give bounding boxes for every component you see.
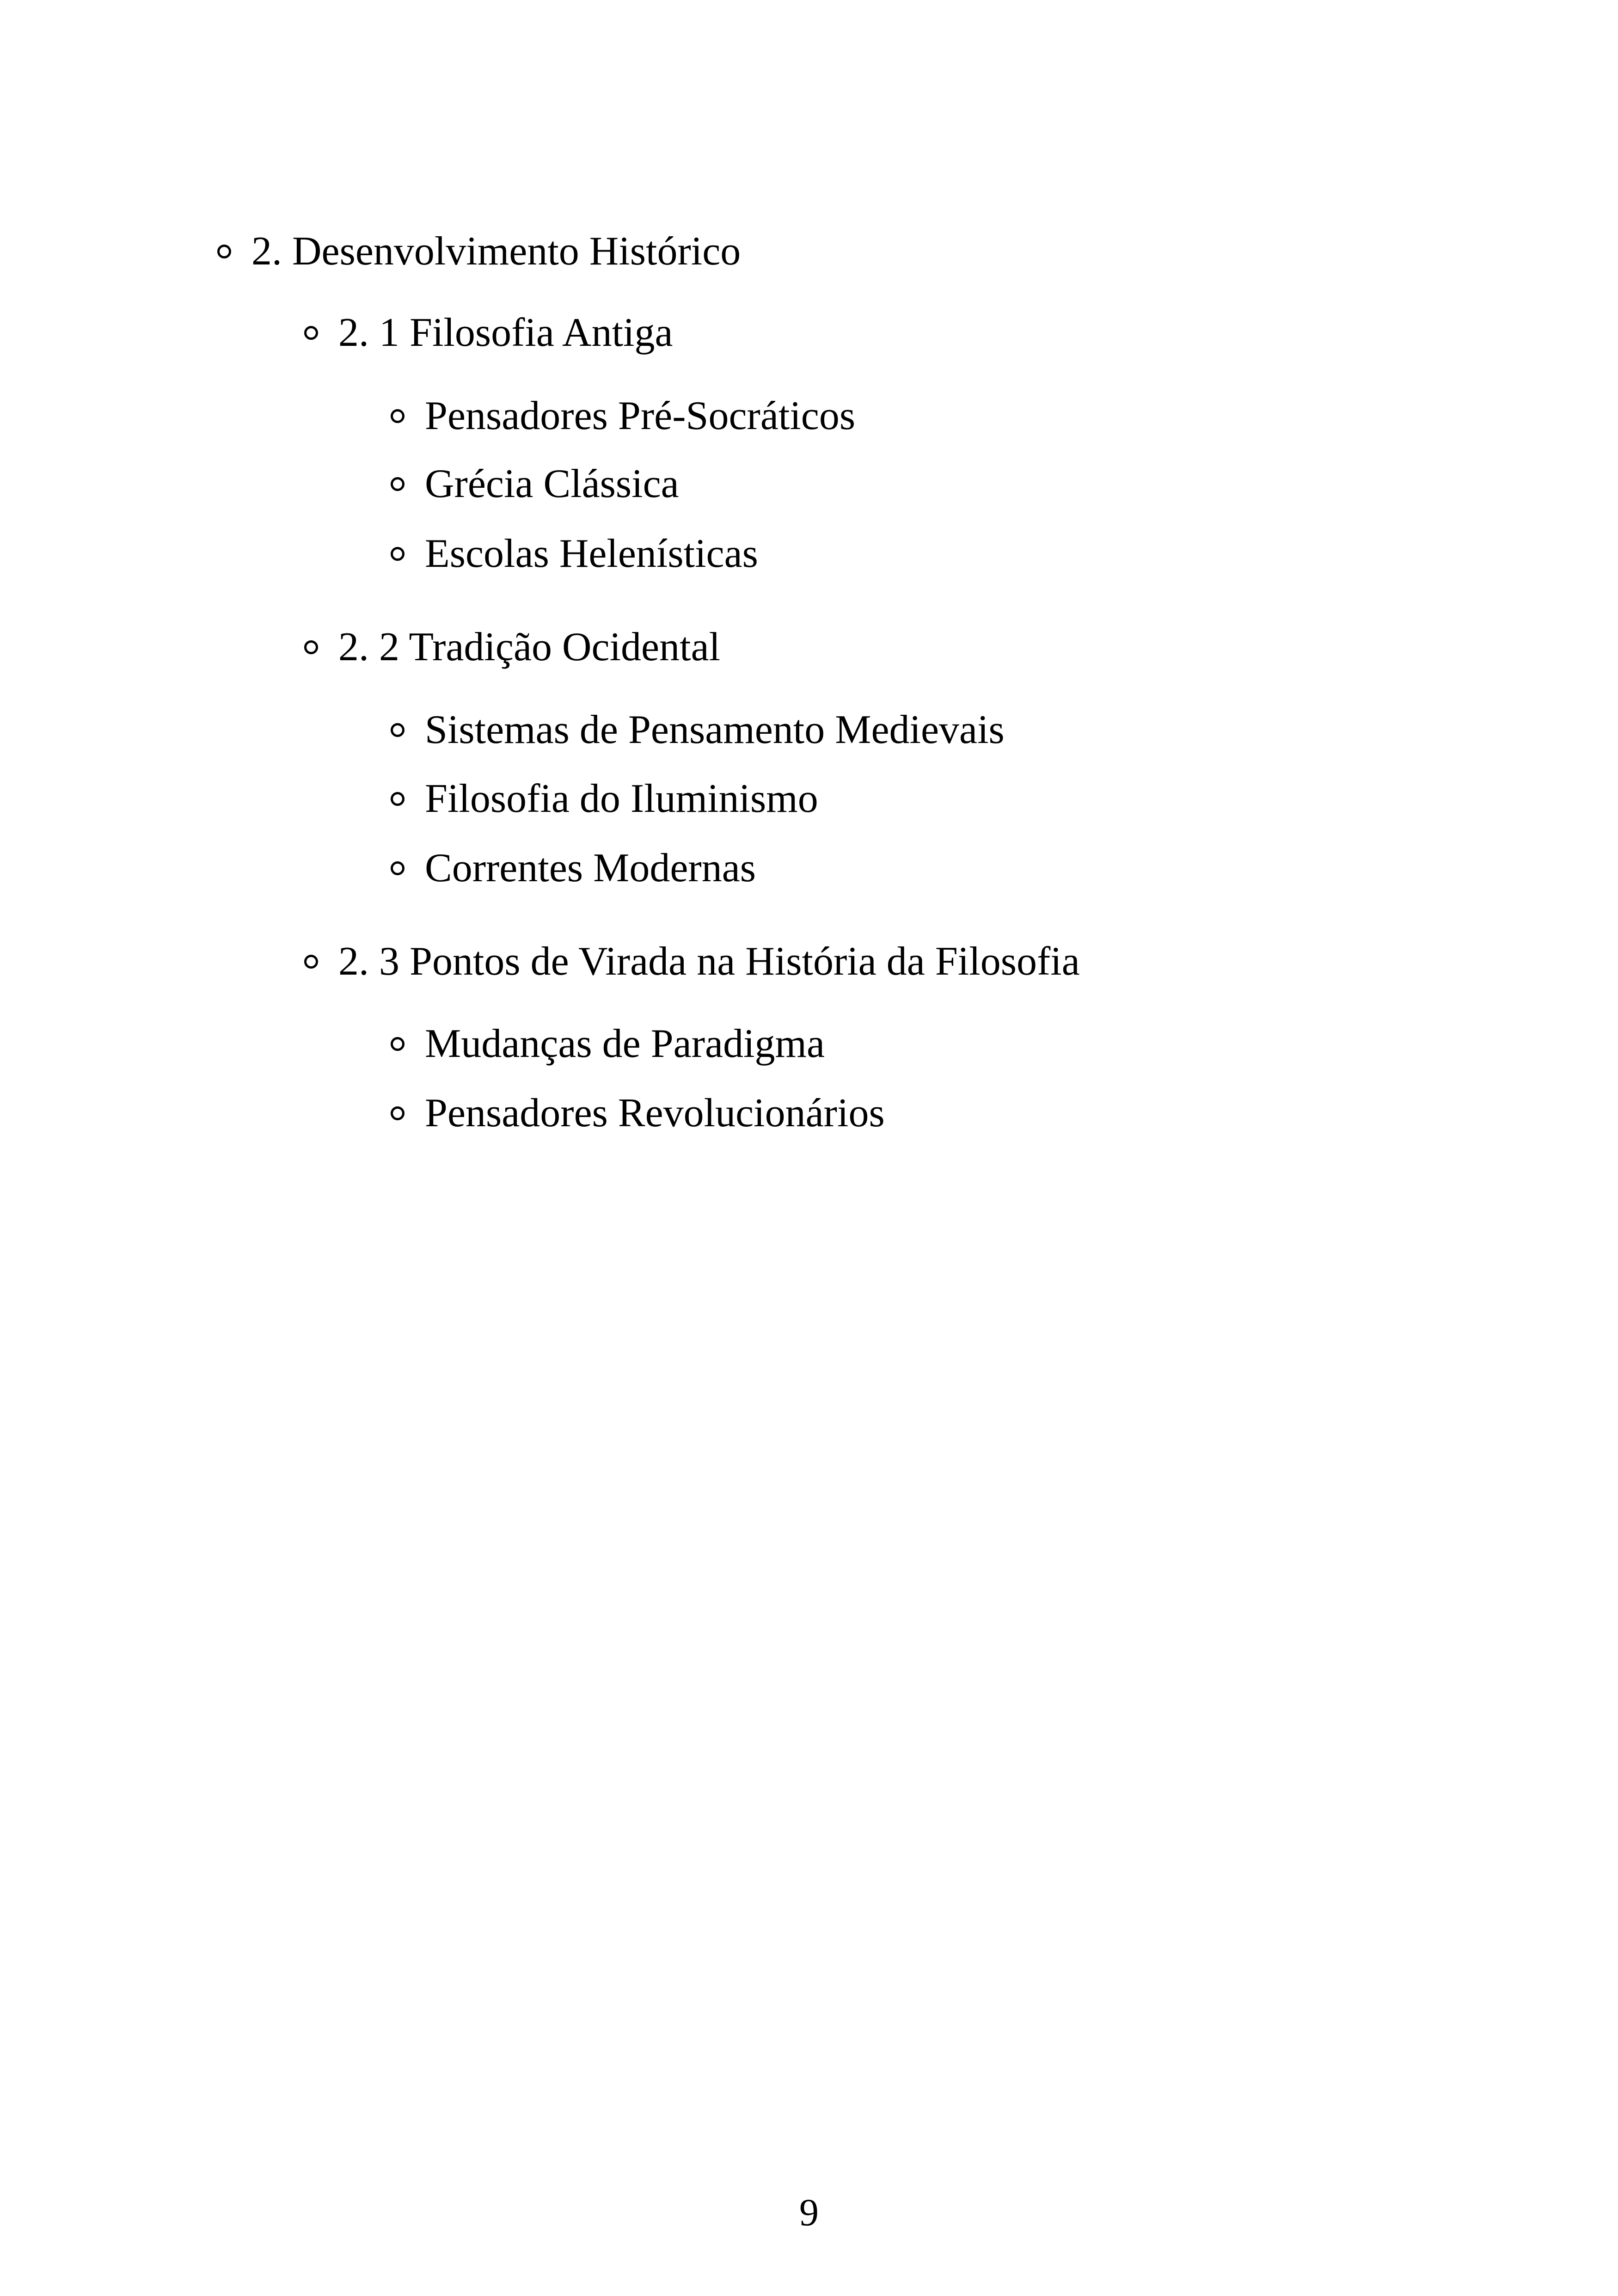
outline-item-section-2-3 xyxy=(304,941,1080,982)
outline-item-label: Grécia Clássica xyxy=(425,461,679,506)
outline-item xyxy=(391,461,679,506)
outline-item-label: 2. 2 Tradição Ocidental xyxy=(338,625,721,669)
outline-item xyxy=(391,1021,825,1066)
outline-item xyxy=(391,393,856,438)
outline-item-label: Filosofia do Iluminismo xyxy=(425,776,818,821)
circle-bullet-icon xyxy=(391,547,404,561)
outline-item-section-2 xyxy=(217,231,741,272)
circle-bullet-icon xyxy=(391,861,404,875)
circle-bullet-icon xyxy=(391,409,404,423)
circle-bullet-icon xyxy=(304,955,318,969)
outline-item-label: Sistemas de Pensamento Medievais xyxy=(425,707,1005,752)
circle-bullet-icon xyxy=(391,1106,404,1120)
circle-bullet-icon xyxy=(391,477,404,491)
outline-item xyxy=(391,1093,885,1134)
circle-bullet-icon xyxy=(217,245,231,258)
outline-item xyxy=(391,848,756,889)
outline-item-section-2-2 xyxy=(304,627,720,668)
outline-item xyxy=(391,776,818,821)
circle-bullet-icon xyxy=(391,792,404,806)
outline-item xyxy=(391,707,1005,752)
page-number: 9 xyxy=(799,2191,819,2234)
circle-bullet-icon xyxy=(304,640,318,654)
circle-bullet-icon xyxy=(391,1037,404,1051)
outline-item xyxy=(391,531,758,576)
outline-item-label: Correntes Modernas xyxy=(425,846,756,890)
outline-item-label: Pensadores Revolucionários xyxy=(425,1091,885,1136)
outline-item-label: Pensadores Pré-Socráticos xyxy=(425,393,856,438)
outline-item-section-2-1 xyxy=(304,310,673,355)
circle-bullet-icon xyxy=(391,723,404,737)
outline-item-label: 2. Desenvolvimento Histórico xyxy=(251,229,741,274)
outline-item-label: Mudanças de Paradigma xyxy=(425,1021,825,1066)
outline-item-label: 2. 1 Filosofia Antiga xyxy=(338,310,673,355)
outline-item-label: Escolas Helenísticas xyxy=(425,531,758,576)
outline-item-label: 2. 3 Pontos de Virada na História da Filosofia xyxy=(338,939,1080,984)
circle-bullet-icon xyxy=(304,326,318,340)
